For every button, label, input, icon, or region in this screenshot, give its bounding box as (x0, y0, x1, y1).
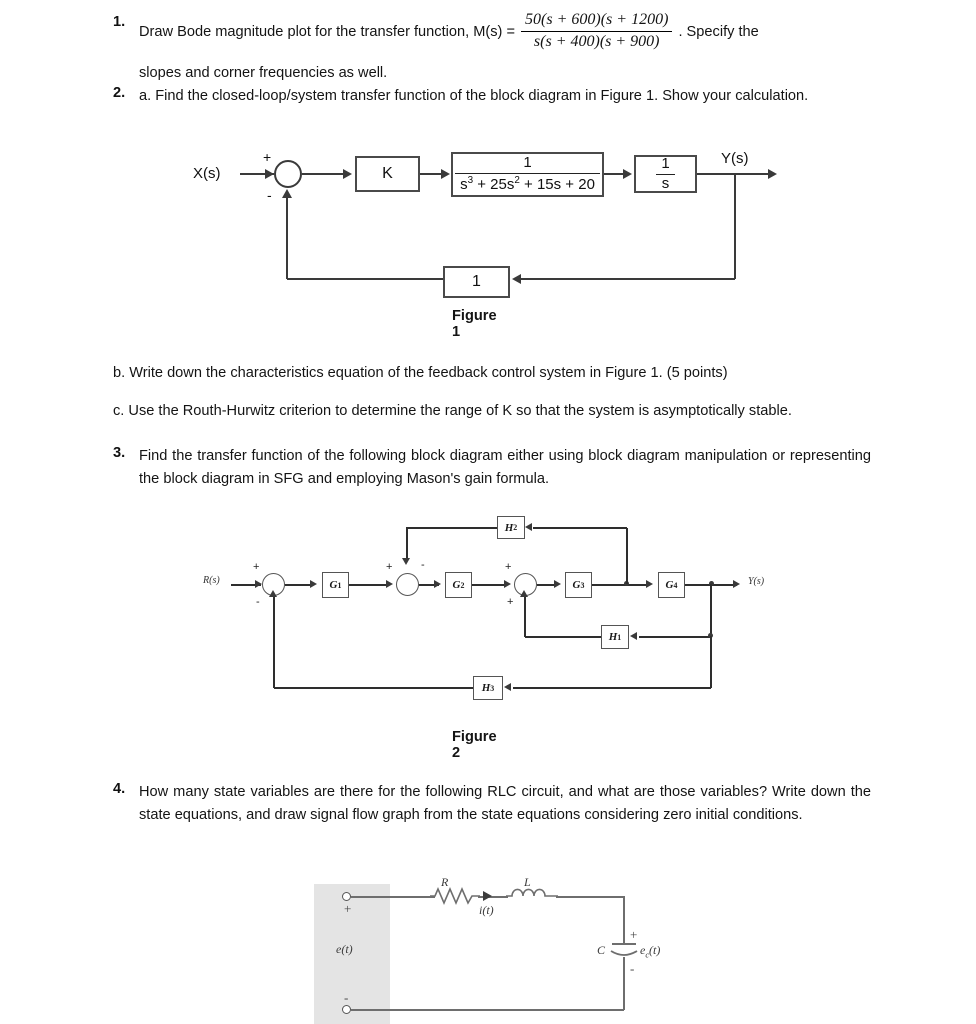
figure2-h3-right-line (513, 687, 711, 689)
rlc-capacitor-label: C (597, 943, 606, 957)
figure2-arrow-into-g1 (310, 580, 317, 588)
figure1-feedback-arrow-into-block (512, 274, 521, 284)
figure2-h3-label: H (481, 682, 491, 694)
question-3-number: 3. (113, 445, 126, 461)
rlc-wire-top-right (556, 896, 624, 898)
figure2-block-g4 (658, 572, 685, 598)
rlc-cap-minus-sign: - (630, 961, 635, 976)
figure1-arrow-into-k (343, 169, 352, 179)
figure1-tf-numerator: 1 (455, 155, 600, 174)
question-4-text: How many state variables are there for the following RLC circuit, and what are those variables? Write down the state equations, and draw signal flow graph from the state equations considering zero initial conditions. (139, 784, 871, 823)
figure2-output-text: Y(s) (748, 576, 765, 587)
figure2-sum3-plus-top: + (505, 561, 512, 573)
figure2-h3-down-line (710, 636, 712, 688)
figure1-arrow-into-int (623, 169, 632, 179)
figure2-h3-left-line (274, 687, 473, 689)
figure2-arrow-into-g4 (646, 580, 653, 588)
figure2-sum1-minus: - (256, 596, 260, 608)
figure1-int-numerator: 1 (656, 156, 674, 175)
figure1-k-label: K (382, 165, 393, 182)
rlc-ec-arg: (t) (649, 943, 661, 957)
rlc-cap-plus-sign: + (630, 927, 638, 942)
rlc-source-minus-sign: - (344, 990, 349, 1005)
figure1-int-denominator: s (661, 174, 670, 192)
figure-2-caption: Figure 2 (452, 729, 497, 761)
rlc-capacitor-voltage-label (640, 943, 660, 959)
figure1-output-label: Y(s) (721, 150, 749, 167)
resistor-symbol (430, 884, 480, 908)
figure2-sum3-plus-bottom: + (507, 596, 514, 608)
figure2-h1-right-line (639, 636, 711, 638)
figure1-gain-block-k (355, 156, 420, 192)
rlc-wire-right-lower (623, 957, 625, 1010)
figure2-g2-sub: 2 (460, 580, 465, 590)
figure2-block-g3 (565, 572, 592, 598)
rlc-ec-base: e (640, 943, 646, 957)
figure2-arrow-into-g3 (554, 580, 561, 588)
figure2-line-sum1-g1 (285, 584, 313, 586)
figure1-line-sum-to-k (302, 173, 346, 175)
figure1-feedback-left-line (287, 278, 443, 280)
figure2-g2-label: G (452, 579, 461, 591)
figure1-int-fraction (656, 156, 674, 193)
figure1-input-label: X(s) (193, 165, 221, 182)
figure2-arrow-into-g2 (434, 580, 441, 588)
figure2-arrow-into-sum3 (504, 580, 511, 588)
figure2-h3-arrow-in (504, 683, 511, 691)
figure-1-caption: Figure 1 (452, 308, 497, 340)
figure2-block-h2 (497, 516, 525, 539)
figure2-g1-label: G (329, 579, 338, 591)
fraction-denominator: s(s + 400)(s + 900) (533, 32, 660, 50)
figure2-g4-sub: 4 (673, 580, 678, 590)
figure2-block-g1 (322, 572, 349, 598)
figure2-h1-label: H (608, 631, 618, 643)
figure2-input-label (203, 575, 220, 586)
figure2-h2-right-line (533, 527, 627, 529)
tf-den-exp1: 3 (467, 175, 474, 186)
figure1-feedback-block (443, 266, 510, 298)
fraction-numerator: 50(s + 600)(s + 1200) (521, 11, 672, 32)
figure2-g3-label: G (572, 579, 581, 591)
figure2-input-arrow (255, 580, 262, 588)
tf-den-s1: s (460, 176, 468, 193)
figure2-h1-down-line (710, 584, 712, 637)
rlc-current-arrow (483, 891, 492, 901)
question-1-trail: . Specify the (678, 24, 759, 41)
question-4-number: 4. (113, 781, 126, 797)
figure2-h2-arrow-in (525, 523, 532, 531)
question-2c-text: c. Use the Routh-Hurwitz criterion to determine the range of K so that the system is asymptotically stable. (113, 403, 792, 419)
figure1-feedback-up-line (286, 196, 288, 279)
tf-den-post: + 15s + 20 (519, 176, 595, 193)
figure2-summing-junction-2 (396, 573, 419, 596)
figure2-arrow-into-sum2 (386, 580, 393, 588)
figure2-block-h1 (601, 625, 629, 649)
rlc-top-terminal (342, 892, 351, 901)
rlc-source-plus-sign: + (344, 901, 352, 916)
figure1-summing-junction (274, 160, 302, 188)
capacitor-plate-top (612, 943, 636, 945)
figure2-h1-up-line (524, 596, 526, 637)
rlc-resistor-label: R (441, 875, 449, 889)
figure2-line-g3-g4 (592, 584, 648, 586)
figure1-feedback-arrow-into-sum (282, 189, 292, 198)
rlc-wire-top-left (351, 896, 435, 898)
question-2b-text: b. Write down the characteristics equation of the feedback control system in Figure 1. (5 points) (113, 365, 728, 381)
figure2-h1-arrow-in (630, 632, 637, 640)
figure1-feedback-down-line (734, 173, 736, 279)
question-1-number: 1. (113, 14, 126, 30)
question-3-text: Find the transfer function of the following block diagram either using block diagram manipulation or representing the block diagram in SFG and employing Mason's gain formula. (139, 448, 871, 487)
figure1-integrator-block (634, 155, 697, 193)
figure2-h2-up-line (626, 528, 628, 584)
figure2-block-h3 (473, 676, 503, 700)
figure2-h1-left-line (525, 636, 601, 638)
figure1-input-arrow (265, 169, 274, 179)
figure1-output-line (697, 173, 769, 175)
inductor-symbol (506, 884, 558, 904)
figure2-h2-left-line (407, 527, 497, 529)
figure2-sum1-plus: + (253, 561, 260, 573)
figure1-output-arrow (768, 169, 777, 179)
rlc-source-label: e(t) (336, 942, 353, 956)
question-2-number: 2. (113, 85, 126, 101)
rlc-current-label: i(t) (479, 903, 494, 917)
question-1-line2: slopes and corner frequencies as well. (139, 65, 388, 81)
figure2-g1-sub: 1 (337, 580, 342, 590)
figure2-h3-sub: 3 (490, 683, 495, 693)
figure2-g4-label: G (665, 579, 674, 591)
figure2-h2-label: H (504, 521, 514, 534)
tf-den-mid: + 25s (473, 176, 515, 193)
figure2-h2-down-line (406, 527, 408, 560)
figure2-h3-up-line (273, 596, 275, 688)
rlc-wire-right-upper (623, 896, 625, 944)
figure2-h2-arrow-into-sum2 (402, 558, 410, 565)
rlc-inductor-label: L (524, 875, 531, 889)
figure2-sum2-plus: + (386, 561, 393, 573)
rlc-wire-bottom (351, 1009, 624, 1011)
figure1-feedback-label: 1 (472, 273, 481, 290)
figure1-tf-denominator (455, 174, 600, 194)
transfer-function-fraction (521, 11, 672, 52)
figure2-h2-sub: 2 (513, 523, 518, 532)
question-1-text (139, 12, 879, 53)
figure2-h1-arrow-into-sum3 (520, 590, 528, 597)
figure1-tf-fraction (455, 155, 600, 194)
figure1-arrow-into-tf (441, 169, 450, 179)
figure2-g3-sub: 3 (580, 580, 585, 590)
figure2-output-label (748, 576, 764, 587)
figure2-line-g1-sum2 (349, 584, 389, 586)
figure1-sum-minus-sign: - (267, 187, 272, 203)
figure2-line-g2-sum3 (472, 584, 506, 586)
figure1-feedback-right-line (521, 278, 735, 280)
figure2-output-arrow (733, 580, 740, 588)
figure2-input-text: R(s) (203, 575, 220, 586)
figure2-h1-sub: 1 (617, 632, 622, 642)
figure1-sum-plus-sign: + (263, 149, 272, 165)
figure2-sum2-minus: - (421, 559, 425, 571)
figure2-block-g2 (445, 572, 472, 598)
question-1-lead: Draw Bode magnitude plot for the transfer function, M(s) = (139, 24, 515, 41)
rlc-bottom-terminal (342, 1005, 351, 1014)
question-2a-text: a. Find the closed-loop/system transfer function of the block diagram in Figure 1. Show your calculation. (139, 88, 809, 104)
rlc-ec-sub: c (645, 950, 650, 960)
tf-den-exp2: 2 (514, 175, 520, 186)
figure1-transfer-function-block (451, 152, 604, 197)
figure2-h3-arrow-into-sum1 (269, 590, 277, 597)
